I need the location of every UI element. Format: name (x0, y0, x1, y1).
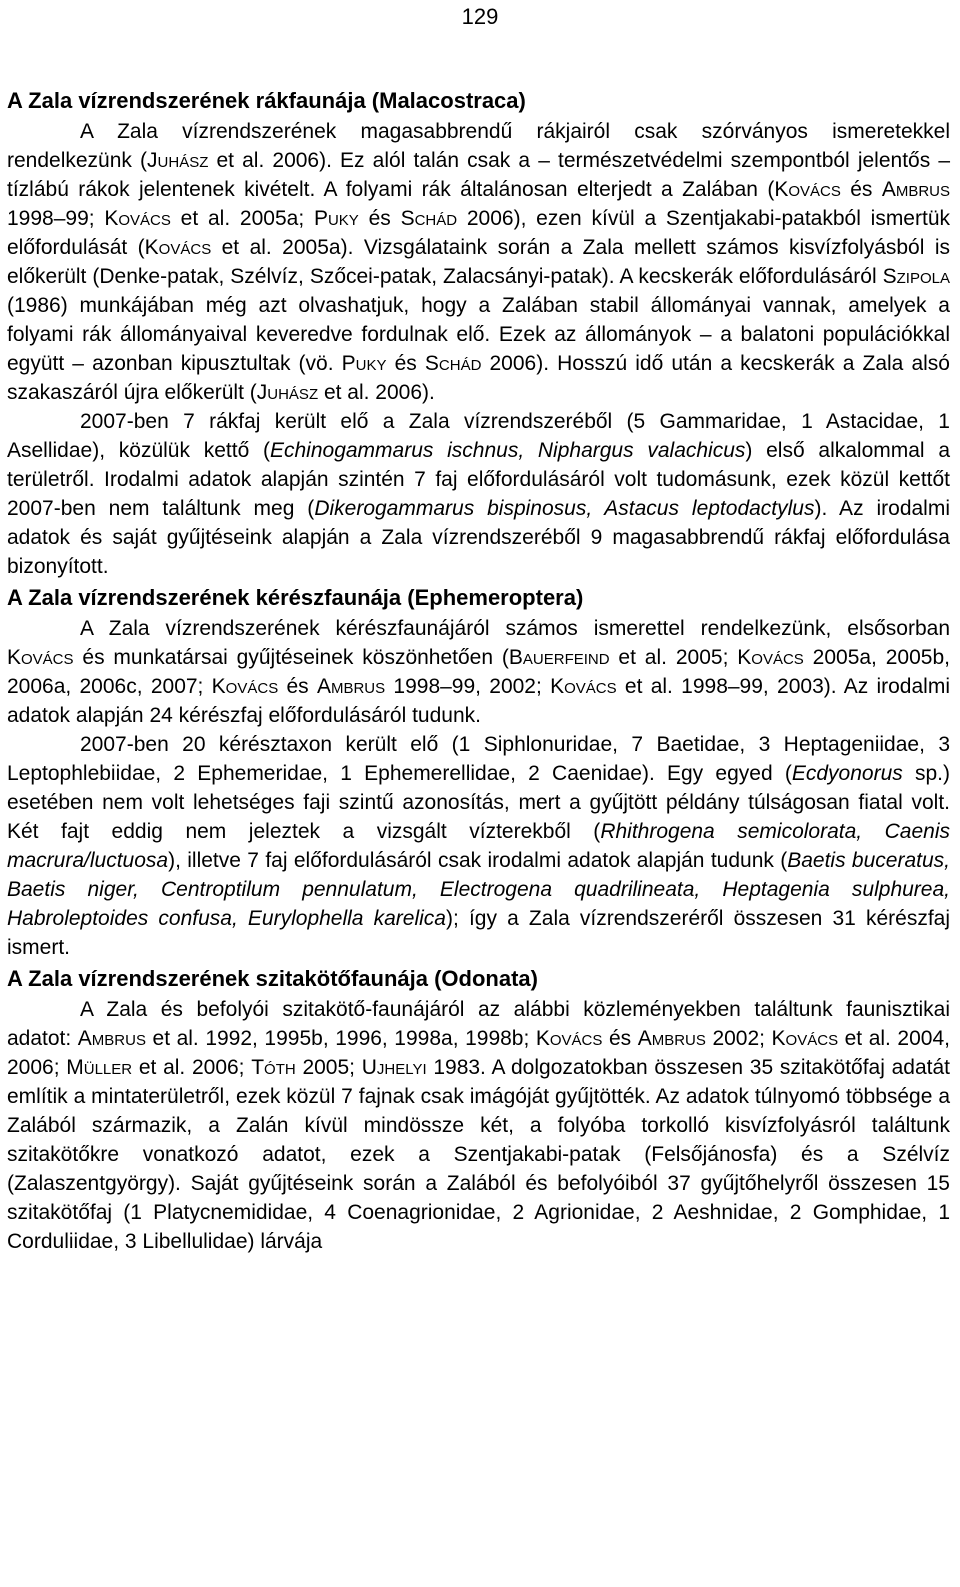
page-content (7, 84, 950, 1256)
paragraph: A Zala vízrendszerének magasabbrendű rákjairól csak szórványos ismeretekkel rendelkezünk (Juhász et al. 2006). Ez alól talán csak a – természetvédelmi szempontból jelentős – tízlábú rákok jelentenek kivételt. A folyami rák általánosan elterjedt a Zalában (Kovács és Ambrus 1998–99; Kovács et al. 2005a; Puky és Schád 2006), ezen kívül a Szentjakabi-patakból ismertük előfordulását (Kovács et al. 2005a). Vizsgálataink során a Zala mellett számos kisvízfolyásból is előkerült (Denke-patak, Szélvíz, Szőcei-patak, Zalacsányi-patak). A kecskerák előfordulásáról Szipola (1986) munkájában még azt olvashatjuk, hogy a Zalában stabil állományai vannak, amelyek a folyami rák állományaival keveredve fordulnak elő. Ezek az állományok – a balatoni populációkkal együtt – azonban kipusztultak (vö. Puky és Schád 2006). Hosszú idő után a kecskerák a Zala alsó szakaszáról újra előkerült (Juhász et al. 2006). (7, 120, 951, 404)
taxon-name: Rhithrogena semicolorata, Caenis macrura/luctuosa (7, 820, 950, 872)
author-name: Kovács (535, 1027, 603, 1050)
author-name: Szipola (882, 265, 950, 288)
page-number: 129 (461, 4, 499, 29)
author-name: Ujhelyi (361, 1056, 427, 1079)
taxon-name: Echinogammarus ischnus, Niphargus valachicus (269, 439, 746, 462)
taxon-name: Baetis buceratus, Baetis niger, Centroptilum pennulatum, Electrogena quadrilineata, Heptagenia sulphurea, Habroleptoides confusa, Eurylophella karelica (7, 849, 950, 930)
taxon-name: Dikerogammarus bispinosus, Astacus leptodactylus (314, 497, 815, 520)
paragraph: A Zala vízrendszerének kérészfaunájáról számos ismerettel rendelkezünk, elsősorban Kovács és munkatársai gyűjtéseinek köszönhetően (Bauerfeind et al. 2005; Kovács 2005a, 2005b, 2006a, 2006c, 2007; Kovács és Ambrus 1998–99, 2002; Kovács et al. 1998–99, 2003). Az irodalmi adatok alapján 24 kérészfaj előfordulásáról tudunk. (7, 617, 950, 727)
section-heading-ephemeroptera: A Zala vízrendszerének kérészfaunája (Ephemeroptera) (7, 585, 584, 610)
author-name: Bauerfeind (508, 646, 610, 669)
paragraph: 2007-ben 20 kérésztaxon került elő (1 Siphlonuridae, 7 Baetidae, 3 Heptageniidae, 3 Leptophlebiidae, 2 Ephemeridae, 1 Ephemerellidae, 2 Caenidae). Egy egyed (Ecdyonorus sp.) esetében nem volt lehetséges faji szintű azonosítás, mert a gyűjtött példány túlságosan fiatal volt. Két fajt eddig nem jeleztek a vizsgált vízterekből (Rhithrogena semicolorata, Caenis macrura/luctuosa), illetve 7 faj előfordulásáról csak irodalmi adatok alapján tudunk (Baetis buceratus, Baetis niger, Centroptilum pennulatum, Electrogena quadrilineata, Heptagenia sulphurea, Habroleptoides confusa, Eurylophella karelica); így a Zala vízrendszeréről összesen 31 kérészfaj ismert. (7, 733, 950, 959)
author-name: Kovács (737, 646, 804, 669)
section-heading-malacostraca: A Zala vízrendszerének rákfaunája (Malacostraca) (7, 88, 526, 113)
author-name: Juhász (147, 149, 209, 172)
author-name: Kovács (771, 1027, 839, 1050)
author-name: Puky (313, 207, 359, 230)
author-name: Ambrus (637, 1027, 706, 1050)
paragraph: A Zala és befolyói szitakötő-faunájáról az alábbi közleményekben találtunk faunisztikai adatot: Ambrus et al. 1992, 1995b, 1996, 1998a, 1998b; Kovács és Ambrus 2002; Kovács et al. 2004, 2006; Müller et al. 2006; Tóth 2005; Ujhelyi 1983. A dolgozatokban összesen 35 szitakötőfaj adatát említik a mintaterületről, ezek közül 7 fajnak csak imágóját gyűjtötték. Az adatok túlnyomó többsége a Zalából származik, a Zalán kívül mindössze két, a folyóba torkolló kisvízfolyásról találtunk szitakötőkre vonatkozó adatot, ezek a Szentjakabi-patak (Felsőjánosfa) és a Szélvíz (Zalaszentgyörgy). Saját gyűjtéseink során a Zalából és befolyóiból 37 gyűjtőhelyről összesen 15 szitakötőfaj (1 Platycnemididae, 4 Coenagrionidae, 2 Agrionidae, 2 Aeshnidae, 2 Gomphidae, 1 Corduliidae, 3 Libellulidae) lárvája (7, 998, 950, 1253)
author-name: Schád (424, 352, 482, 375)
author-name: Kovács (211, 675, 279, 698)
author-name: Schád (400, 207, 458, 230)
author-name: Kovács (104, 207, 171, 230)
author-name: Kovács (7, 646, 74, 669)
author-name: Ambrus (316, 675, 386, 698)
author-name: Ambrus (77, 1027, 146, 1050)
section-heading-odonata: A Zala vízrendszerének szitakötőfaunája (Odonata) (7, 966, 538, 991)
author-name: Juhász (256, 381, 319, 404)
paragraph: 2007-ben 7 rákfaj került elő a Zala vízrendszeréből (5 Gammaridae, 1 Astacidae, 1 Asellidae), közülük kettő (Echinogammarus ischnus, Niphargus valachicus) első alkalommal a területről. Irodalmi adatok alapján szintén 7 faj előfordulásáról volt tudomásunk, ezek közül kettőt 2007-ben nem találtunk meg (Dikerogammarus bispinosus, Astacus leptodactylus). Az irodalmi adatok és saját gyűjtéseink alapján a Zala vízrendszeréből 9 magasabbrendű rákfaj előfordulása bizonyított. (7, 410, 951, 578)
author-name: Kovács (550, 675, 617, 698)
author-name: Puky (341, 352, 387, 375)
author-name: Kovács (144, 236, 212, 259)
author-name: Tóth (251, 1056, 296, 1079)
author-name: Müller (66, 1056, 133, 1079)
author-name: Kovács (774, 178, 841, 201)
taxon-name: Ecdyonorus (791, 762, 903, 785)
author-name: Ambrus (881, 178, 950, 201)
